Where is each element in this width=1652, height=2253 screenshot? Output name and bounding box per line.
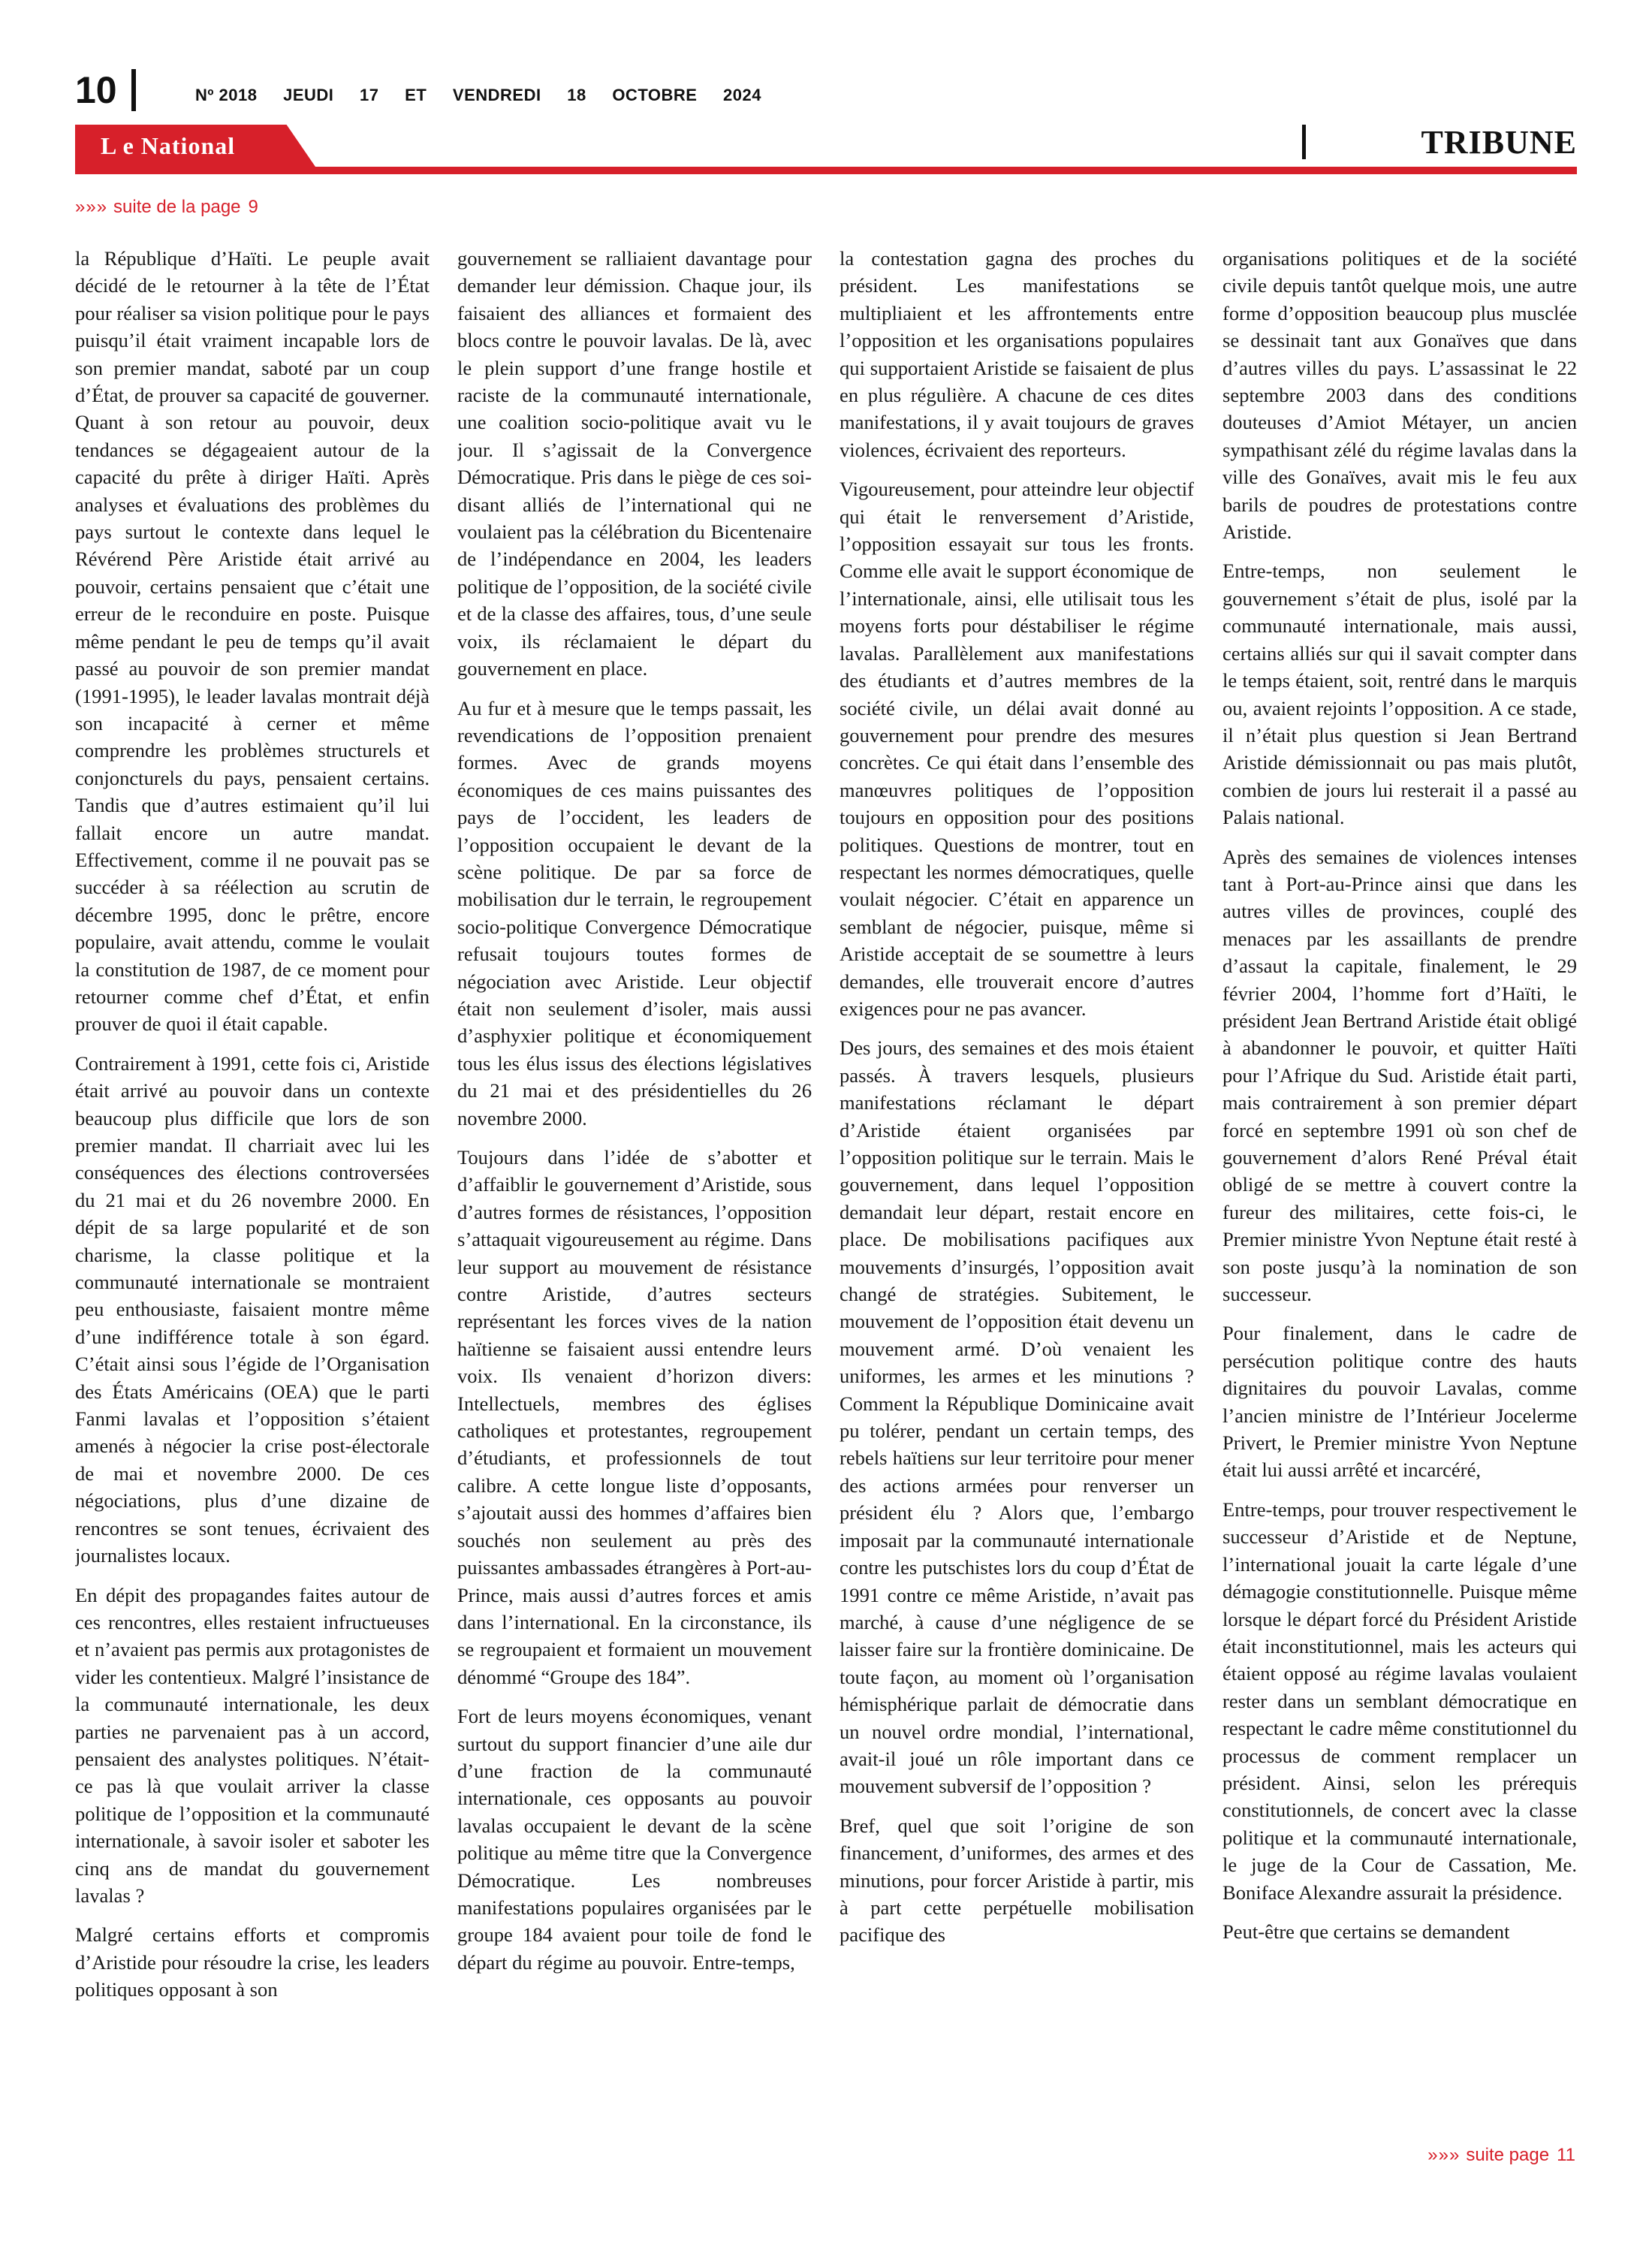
page-number-divider — [131, 69, 136, 111]
continued-to-text: suite page — [1466, 2145, 1550, 2165]
page-header — [75, 68, 1577, 120]
continued-arrows-icon: »»» — [75, 197, 108, 217]
article-paragraph: Après des semaines de violences intenses tant à Port-au-Prince ainsi que dans les autres villes de provinces, couplé des menaces par les assaillants de prendre d’assaut la capitale, finalement, le 29 février 2004, l’homme fort d’Haïti, le président Jean Bertrand Aristide était obligé à abandonner le pouvoir, et quitter Haïti pour l’Afrique du Sud. Aristide était parti, mais contrairement à son premier départ forcé en septembre 1991 où son chef de gouvernement d’alors René Préval était obligé de se mettre à couvert contre la fureur des militaires, cette fois-ci, le Premier ministre Yvon Neptune était resté à son poste jusqu’à la nomination de son successeur. — [1222, 845, 1577, 1306]
article-paragraph: la contestation gagna des proches du président. Les manifestations se multipliaient et les affrontements entre l’opposition et les organisations populaires qui supportaient Aristide se faisaient de plus en plus régulière. A chacune de ces dites manifestations, il y avait toujours de graves violences, écrivaient des reporteurs. — [840, 247, 1194, 461]
article-paragraph: Malgré certains efforts et compromis d’Aristide pour résoudre la crise, les leaders politiques opposant à son — [75, 1923, 430, 2001]
issue-number: Nº 2018 — [195, 86, 258, 104]
issue-year: 2024 — [723, 86, 761, 104]
issue-day-2: 18 — [567, 86, 586, 104]
article-column-3 — [840, 245, 1194, 2145]
continued-to-page: 11 — [1557, 2145, 1575, 2165]
article-paragraph: Entre-temps, pour trouver respectivement le successeur d’Aristide et de Neptune, l’international jouait la carte légale d’une démagogie constitutionnelle. Puisque même lorsque le départ forcé du Président Aristide était inconstitutionnel, mais les acteurs qui étaient opposé au régime lavalas voulaient rester dans un semblant démocratique en respectant le cadre même constitutionnel du processus de comment remplacer un président. Ainsi, selon les prérequis constitutionnels, de concert avec la classe politique et la communauté internationale, le juge de la Cour de Cassation, Me. Boniface Alexandre assurait la présidence. — [1222, 1497, 1577, 1904]
continued-from-link[interactable] — [75, 197, 258, 218]
article-paragraph: organisations politiques et de la société civile depuis tantôt quelque mois, une autre forme d’opposition beaucoup plus musclée se dessinait tant aux Gonaïves que dans d’autres villes du pays. L’assassinat le 22 septembre 2003 dans des conditions douteuses d’Amiot Métayer, un ancien sympathisant zélé du régime lavalas dans la ville des Gonaïves, avait mis le feu aux barils de poudres de protestations contre Aristide. — [1222, 247, 1577, 544]
article-paragraph: Des jours, des semaines et des mois étaient passés. À travers lesquels, plusieurs manifestations réclamant le départ d’Aristide étaient organisées par l’opposition politique sur le terrain. Mais le gouvernement, dans lequel l’opposition demandait leur départ, restait encore en place. De mobilisations pacifiques aux mouvements d’insurgés, l’opposition avait changé de stratégies. Subitement, le mouvement de l’opposition était devenu un mouvement armé. D’où venaient les uniformes, les armes et les minutions ? Comment la République Dominicaine avait pu tolérer, pendant un certain temps, des rebels haïtiens sur leur territoire pour mener des actions armées pour renverser un président élu ? Alors que, l’embargo imposait par la communauté internationale contre les putschistes lors du coup d’État de 1991 contre ce même Aristide, n’avait pas marché, à cause d’une négligence de se laisser faire sur la frontière dominicaine. De toute façon, au moment où l’organisation hémisphérique parlait de démocratie dans un nouvel ordre mondial, l’international, avait-il joué un rôle important dans ce mouvement subversif de l’opposition ? — [840, 1036, 1194, 1798]
page-number: 10 — [75, 69, 117, 111]
article-paragraph: Entre-temps, non seulement le gouvernement s’était de plus, isolé par la communauté internationale, mais aussi, certains alliés sur qui il savait compter dans le temps étaient, soit, rentré dans le marquis ou, avaient rejoints l’opposition. A ce stade, il n’était plus question si Jean Bertrand Aristide démissionnait ou pas mais plutôt, combien de jours lui resterait il a passé au Palais national. — [1222, 559, 1577, 829]
article-paragraph: Pour finalement, dans le cadre de persécution politique contre des hauts dignitaires du pouvoir Lavalas, comme l’ancien ministre de l’Intérieur Jocelerme Privert, le Premier ministre Yvon Neptune était lui aussi arrêté et incarcéré, — [1222, 1322, 1577, 1482]
issue-weekday-2: VENDREDI — [452, 86, 541, 104]
article-paragraph: la République d’Haïti. Le peuple avait décidé de le retourner à la tête de l’État pour réaliser sa vision politique pour le pays puisqu’il était vraiment incapable lors de son premier mandat, saboté par un coup d’État, de prouver sa capacité de gouverner. Quant à son retour au pouvoir, deux tendances se dégageaient autour de la capacité du prête à diriger Haïti. Après analyses et évaluations des problèmes du pays surtout le contexte dans lequel le Révérend Père Aristide était arrivé au pouvoir, certains pensaient que c’était une erreur de le reconduire en poste. Puisque même pendant le peu de temps qu’il avait passé au pouvoir de son premier mandat (1991-1995), le leader lavalas montrait déjà son incapacité à cerner et même comprendre les problèmes structurels et conjoncturels du pays, pensaient certains. Tandis que d’autres estimaient qu’il lui fallait encore un autre mandat. Effectivement, comme il ne pouvait pas se succéder à sa réélection au scrutin de décembre 1995, donc le prêtre, encore populaire, avait attendu, comme le voulait la constitution de 1987, de ce moment pour retourner comme chef d’État, et enfin prouver de quoi il était capable. — [75, 247, 430, 1036]
continued-on-link[interactable] — [1427, 2145, 1575, 2166]
article-paragraph: Contrairement à 1991, cette fois ci, Aristide était arrivé au pouvoir dans un contexte beaucoup plus difficile que lors de son premier mandat. Il charriait avec lui les conséquences des élections controversées du 21 mai et du 26 novembre 2000. En dépit de sa large popularité et de son charisme, la classe politique et la communauté internationale se montraient peu enthousiaste, faisaient montre même d’une indifférence totale à son égard. C’était ainsi sous l’égide de l’Organisation des États Américains (OEA) que le parti Fanmi lavalas et l’opposition s’étaient amenés à négocier la crise post-électorale de mai et novembre 2000. De ces négociations, plus d’une dizaine de rencontres se sont tenues, écrivaient des journalistes locaux. — [75, 1051, 430, 1567]
continued-from-text: suite de la page — [113, 197, 241, 217]
issue-conjunction: ET — [405, 86, 427, 104]
article-paragraph: Bref, quel que soit l’origine de son financement, d’uniformes, des armes et des minutions, pour forcer Aristide à partir, mis à part cette perpétuelle mobilisation pacifique des — [840, 1814, 1194, 1947]
article-column-4 — [1222, 245, 1577, 2145]
article-body — [75, 245, 1577, 2145]
masthead-band — [75, 125, 1577, 174]
article-paragraph: Au fur et à mesure que le temps passait, les revendications de l’opposition prenaient formes. Avec de grands moyens économiques de ces mains puissantes des pays de l’occident, les leaders de l’opposition occupaient le devant de la scène politique. De par sa force de mobilisation dur le terrain, le regroupement socio-politique Convergence Démocratique refusait toujours toutes formes de négociation avec Aristide. Leur objectif était non seulement d’isoler, mais aussi d’asphyxier politique et économiquement tous les élus issus des élections législatives du 21 mai et des présidentielles du 26 novembre 2000. — [457, 696, 812, 1130]
section-title: TRIBUNE — [1421, 124, 1577, 161]
article-paragraph: gouvernement se ralliaient davantage pour demander leur démission. Chaque jour, ils faisaient des alliances et formaient des blocs contre le pouvoir lavalas. De là, avec le plein support d’une frange hostile et raciste de la communauté internationale, une coalition socio-politique avait vu le jour. Il s’agissait de la Convergence Démocratique. Pris dans le piège de ces soi-disant alliés de l’international qui ne voulaient pas la célébration du Bicentenaire de l’indépendance en 2004, les leaders politique de l’opposition, de la société civile et de la classe des affaires, tous, d’une seule voix, ils réclamaient le départ du gouvernement en place. — [457, 247, 812, 680]
issue-weekday-1: JEUDI — [283, 86, 334, 104]
masthead-rule — [75, 167, 1577, 174]
section-divider — [1302, 125, 1306, 159]
issue-day-1: 17 — [360, 86, 379, 104]
article-paragraph: Vigoureusement, pour atteindre leur objectif qui était le renversement d’Aristide, l’opposition essayait sur tous les fronts. Comme elle avait le support économique de l’internationale, ainsi, elle utilisait tous les moyens forts pour déstabiliser le régime lavalas. Parallèlement aux manifestations des étudiants et d’autres membres de la société civile, un délai avait donné au gouvernement pour prendre des mesures concrètes. Ce qui était dans l’ensemble des manœuvres politiques de l’opposition toujours en opposition pour des positions politiques. Questions de montrer, tout en respectant les normes démocratiques, quelle voulait négocier. C’était en apparence un semblant de négocier, puisque, même si Aristide acceptait de se soumettre à leurs demandes, elle trouverait encore d’autres exigences pour ne pas avancer. — [840, 478, 1194, 1020]
issue-month: OCTOBRE — [612, 86, 698, 104]
article-paragraph: Fort de leurs moyens économiques, venant surtout du support financier d’une aile dur d’une fraction de la communauté internationale, ces opposants au pouvoir lavalas occupaient le devant de la scène politique au même titre que la Convergence Démocratique. Les nombreuses manifestations populaires organisées par le groupe 184 avaient pour toile de fond le départ du régime au pouvoir. Entre-temps, — [457, 1705, 812, 1974]
article-column-2 — [457, 245, 812, 2145]
continued-from-page: 9 — [248, 197, 258, 217]
article-paragraph: Toujours dans l’idée de s’abotter et d’affaiblir le gouvernement d’Aristide, sous d’autres formes de résistances, l’opposition s’attaquait vigoureusement au régime. Dans leur support au mouvement de résistance contre Aristide, d’autres secteurs représentant les forces vives de la nation haïtienne se faisaient aussi entendre leurs voix. Ils venaient d’horizon divers: Intellectuels, membres des églises catholiques et protestantes, regroupement d’étudiants, et professionnels de tout calibre. A cette longue liste d’opposants, s’ajoutait aussi des hommes d’affaires bien souchés non seulement au près des puissantes ambassades étrangères à Port-au-Prince, mais aussi d’autres forces et amis dans l’international. En la circonstance, ils se regroupaient et formaient un mouvement dénommé “Groupe des 184”. — [457, 1146, 812, 1688]
issue-line — [195, 86, 782, 105]
continued-arrows-icon: »»» — [1427, 2145, 1461, 2165]
article-paragraph: En dépit des propagandes faites autour de ces rencontres, elles restaient infructueuses et n’avaient pas permis aux protagonistes de vider les contentieux. Malgré l’insistance de la communauté internationale, les deux parties ne parvenaient pas à un accord, pensaient des analystes politiques. N’était-ce pas là que voulait arriver la classe politique de l’opposition et la communauté internationale, à savoir isoler et saboter les cinq ans de mandat du gouvernement lavalas ? — [75, 1583, 430, 1907]
brand-logo-text: L e National — [101, 132, 236, 159]
article-paragraph: Peut-être que certains se demandent — [1222, 1920, 1510, 1943]
article-column-1 — [75, 245, 430, 2145]
